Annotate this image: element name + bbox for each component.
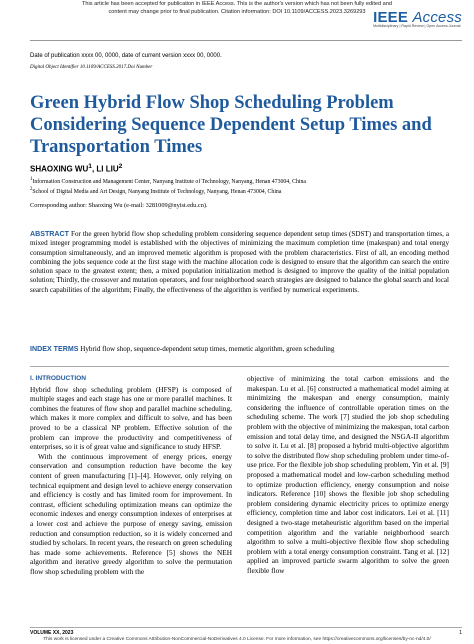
corresponding-author: Corresponding author: Shaoxing Wu (e-mail: 3281009@nyist.edu.cn).: [30, 202, 208, 209]
intro-paragraph-1: Hybrid flow shop scheduling problem (HFSP) is composed of multiple stages and each stage has one or more parallel machines. It combines the features of flow shop and parallel machine scheduling, which makes it more complex and difficult to solve, and has been proved to be a classical NP problem. Effective solution of the problem can improve the productivity and competitiveness of enterprises, so it is of great value and significance to study HFSP.: [30, 384, 232, 452]
author-1-sup: 1: [88, 163, 92, 170]
publication-date: Date of publication xxxx 00, 0000, date of current version xxxx 00, 0000.: [30, 53, 222, 59]
affiliation-2-text: School of Digital Media and Art Design, Nanyang Institute of Technology, Nanyang, Henan 473004, China: [32, 188, 282, 195]
logo-tagline: Multidisciplinary | Rapid Review | Open Access Journal: [373, 24, 461, 28]
page-number: 1: [459, 630, 462, 636]
author-list: [30, 163, 122, 174]
affiliation-1-text: Information Construction and Management Center, Nanyang Institute of Technology, Nanyang, Henan 473004, China: [32, 178, 306, 185]
header-divider: [30, 40, 462, 41]
abstract: [30, 230, 449, 295]
author-2-sup: 2: [118, 163, 123, 170]
index-terms-label: INDEX TERMS: [30, 345, 79, 353]
footer-volume: VOLUME XX, 2023: [30, 630, 74, 636]
left-column: [30, 374, 232, 576]
affiliation-2: [30, 186, 306, 196]
author-2: , LI LIU: [91, 164, 119, 174]
paper-title: Green Hybrid Flow Shop Scheduling Problem Considering Sequence Dependent Setup Times and Transportation Times: [30, 93, 432, 157]
affiliation-1: [30, 176, 306, 186]
right-column: [247, 374, 449, 575]
author-1: SHAOXING WU: [30, 164, 89, 174]
section-divider: [30, 366, 449, 367]
affiliation-1-sup: 1: [30, 177, 33, 182]
logo-brand-bold: IEEE: [373, 9, 409, 26]
index-terms: [30, 345, 449, 354]
abstract-label: ABSTRACT: [30, 230, 70, 238]
index-terms-text: Hybrid flow shop, sequence-dependent setup times, memetic algorithm, green scheduling: [80, 345, 335, 353]
notice-line-1: This article has been accepted for publication in IEEE Access. This is the author's version which has not been fully edited and: [81, 1, 393, 7]
intro-paragraph-3: objective of minimizing the total carbon emissions and the makespan. Lu et al. [6] constructed a mathematical model aiming at minimizing the makespan and energy consumption, mainly considering the influence of controllable operation times on the scheduling scheme. The work [7] studied the job shop scheduling problem with the objective of minimizing the makespan, total carbon emission and total delay time, and designed the NSGA-II algorithm to solve it. Lu et al. [8] proposed a hybrid multi-objective algorithm to solve the distributed flow shop scheduling problem under time-of-use price. For the flexible job shop scheduling problem, Yin et al. [9] proposed a mathematical model and low-carbon scheduling method to optimize production efficiency, energy consumption and noise indicators. Reference [10] shows the flexible job shop scheduling problem considering dynamic electricity prices to optimize energy efficiency, completion time and labor cost indicators. Lei et al. [11] designed a two-stage metaheuristic algorithm based on the imperial competition algorithm and the variable neighborhood search algorithm to solve a multi-objective flexible flow shop scheduling problem with a total energy consumption constraint. Tang et al. [12] applied an improved particle swarm algorithm to solve the green flexible flow: [247, 374, 449, 575]
logo-brand-italic: Access: [412, 9, 462, 26]
footer-divider: [30, 627, 462, 628]
intro-paragraph-2: With the continuous improvement of energy prices, energy conservation and consumption reduction have become the key content of green manufacturing [1]–[4]. However, only relying on technical equipment and design level to achieve energy conservation and efficiency is costly and has limited room for improvement. In contrast, efficient scheduling optimization means can optimize the economic indexes and energy consumption indexes of enterprises at a lower cost and achieve the purpose of energy saving, emission reduction and consumption reduction, so it is widely concerned and studied by scholars. In recent years, the research on green scheduling has made some achievements. Reference [5] shows the NEH algorithm and iterative greedy algorithm to solve the permutation flow shop scheduling problem with the: [30, 451, 232, 576]
license-notice: This work is licensed under a Creative Commons Attribution-NonCommercial-NoDerivatives 4.0 License. For more information, see https://creativecommons.org/licenses/by-nc-nd/4.0/: [43, 637, 431, 642]
abstract-text: For the green hybrid flow shop scheduling problem considering sequence dependent setup times (SDST) and transportation times, a mixed integer programming model is established with the objectives of minimizing the maximum completion time (makespan) and total energy consumption simultaneously, and an improved memetic algorithm is proposed with the problem characteristics. First of all, an encoding method combining the jobs sequence code at the first stage with the machine allocation code is designed to ensure that the algorithm can search the entire solution space to the greatest extent; then, a mixed population initialization method is designed to improve the quality of the initial population solution; Thirdly, the crossover and mutation operators, and four neighborhood search strategies are designed to balance the global search and local search capabilities of the algorithm; Finally, the effectiveness of the algorithm is verified by numerical experiments.: [30, 230, 449, 294]
affiliation-2-sup: 2: [30, 186, 33, 192]
ieee-access-logo: [373, 9, 462, 28]
doi-line: Digital Object Identifier 10.1109/ACCESS.2017.Doi Number: [30, 65, 153, 70]
section-heading-introduction: I. INTRODUCTION: [30, 375, 87, 382]
notice-line-2: content may change prior to final publication. Citation information: DOI 10.1109/ACCESS.2023.3269293: [108, 9, 366, 15]
affiliations: [30, 176, 306, 196]
